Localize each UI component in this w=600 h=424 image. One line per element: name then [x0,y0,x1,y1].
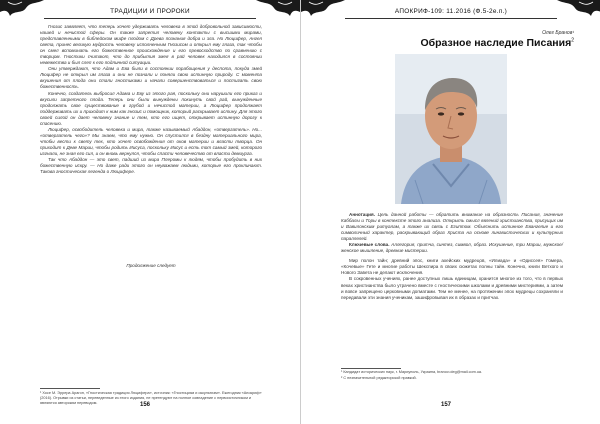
paragraph: Так что Абаддон — это свет, падший из мира Плеромы к людям, чтобы пробудить в них божественную искру. — Но даже ради этого он неуважаем людьми, которые его проклинают. Такова гностическая легенда о Люцифере. [40,157,262,175]
keywords-label: Ключевые слова. [349,242,390,248]
author-photo [395,54,507,204]
title-text: Образное наследие Писания [420,37,572,49]
page-number: 157 [441,402,452,408]
footnote: ¹ Хосе М. Эррера Арагон, «Гностическая традиция Люцифера», источник: «Гностицизм и оккультизм». Ежегодник «Апокриф» (2016). Отрывки из статьи, переведенные из этого издания, не претендуют на полное совпадение с первоисточником и являются авторским переводом. [40,391,262,405]
title-footnote-mark: 2 [571,37,574,44]
header-rule [44,18,256,19]
abstract [341,212,563,242]
paragraph: Люцифер, освободитель человека и мира, также называемый Абаддон, «отвергатель». Но... «отвергатель чего»? Мы знаем, что ему нужно. Он спустился в бездну материального мира, чтобы вести к свету тех, кто хочет освобождения от оков материи и власти творца. Он приходит к Деве Марии, чтобы родить Иисуса, поскольку Иисус и есть тот самый змей, которого изгнали, не зная его сил, и он вновь вернулся, чтобы спасти человечество от власти демиурга. [40,126,262,156]
running-header: АПОКРИФ-109: 11.2016 (Ф.5-2е.п.) [394,8,508,15]
paragraph: Мир полон тайн; древний эпос, книги ахейских мудрецов, «Илиада» и «Одиссея» Гомера, «Кочевые» Гете и многие работы Шекспира в своих сюжетах полны тайн. Конечно, книги Ветхого и Нового Завета не делают исключения. [341,258,563,276]
page-number: 156 [140,402,151,408]
right-page [300,0,600,424]
header-rule [345,18,557,19]
continued-note: Продолжение следует [126,263,176,268]
author-name: Олег Бранов¹ [542,30,574,36]
paragraph: В сокровенных учениях, ранее доступных лишь единицам, хранится многое из того, что в первых веках христианства было утрачено вместе с гностическими школами и древними мистериями, а затем и вовсе запрещено церковными догматами. Тем не менее, на протяжении эпох мудрецы сохраняли и передавали эти знания ученикам, зашифровывая их в образах и притчах. [341,276,563,300]
paragraph: Они утверждают, что Адам и Ева были в состоянии порабощения у деспота, покуда змей Люцифер не открыл им глаза и они не познали и поняли свою истинную природу. С момента вкушения от плода они стали гностиками и начали совершенствоваться и постигать свою божественность. [40,66,262,90]
paragraph: Гнозис заявляет, что теперь хочет удерживать человека в этой добровольной зависимости, нашей и нечистой сферы. Он также запретил человеку контакты с высшими мирами, представленными в библейском мифе плодом с Древа познания добра и зла. Но Люцифер, Ангел света, принес великую мудрость человеку исполненным Гнозисом и открыл ему глаза, так чтобы он смел вспоминать его божественное происхождение и его превосходство по сравнению с творцом. Гностики считают, что до прибытия змея в рай человек находился в состоянии невежества и был слеп к его подлинной ситуации. [40,24,262,66]
keywords [341,242,563,254]
paragraph: Конечно, создатель выбросил Адама и Еву из этого рая, поскольку они нарушили его приказ и вкусили запретного плода. Теперь они были вынуждены покинуть свой рай, вынужденные продолжать свое существование в грубой и нечистой материи, а Люцифер продолжает поддерживать их и приходит к ним как гнозис и помощник, который раскрывает истину. Для этого своей силой он дает человеку знание и тем, кто его ищет, открывает истинную дорогу к спасению. [40,90,262,126]
running-header: ТРАДИЦИИ И ПРОРОКИ [110,8,190,15]
abstract-block [341,212,563,301]
article-title [420,37,574,49]
article-body [40,24,262,258]
footnote-rule [40,388,100,389]
abstract-label: Аннотация. [349,212,375,217]
footnote-rule [341,368,401,369]
footnote-1: ¹ Кандидат исторических наук, г. Мариуполь, Украина, branov.oleg@mail.com.ua. [341,370,483,374]
abstract-text: Цель данной работы — обратить внимание на образность Писания, значение Каббалы и Торы в контексте этого анализа. Открыть смысл явлений христианства, присущих им и Вавилонским ритуалам, а также их связь с Египтом. Объяснить истинное Евангелие и его символичный характер, раскрывающий образ Христа на основе лингвистических и культурных параллелей. [341,212,564,242]
footnote-2: ² С незначительной редакторской правкой. [341,376,417,380]
keywords-text: Аллегория, притча, синтез, символ, образ. Искушение, три Марии, мужское/женское мышление, древние мистерии. [341,242,563,254]
